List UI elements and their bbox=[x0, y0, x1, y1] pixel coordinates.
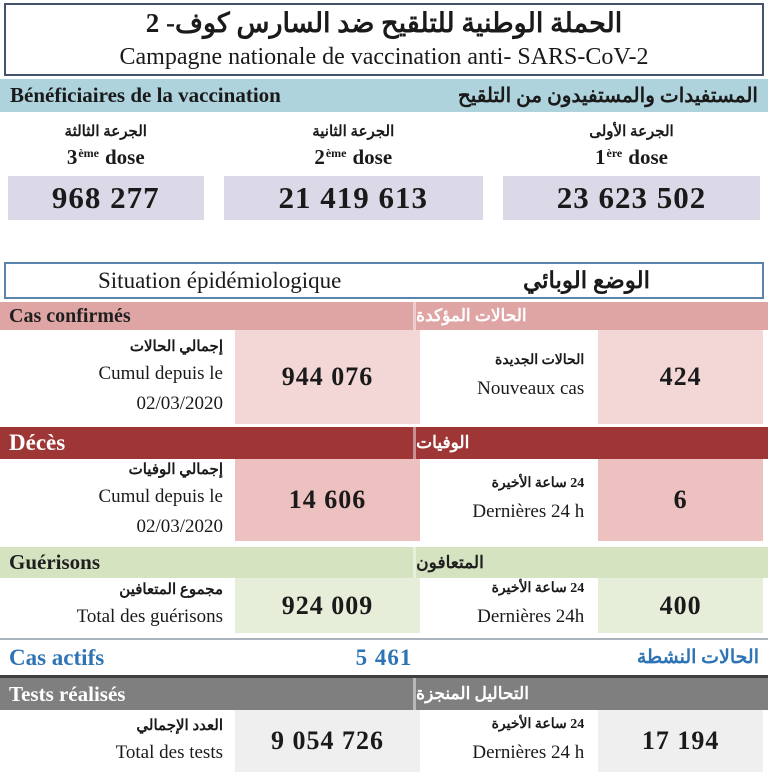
recoveries-bar bbox=[0, 547, 768, 578]
confirmed-new-value: 424 bbox=[598, 330, 763, 424]
dose-column-2nd bbox=[224, 118, 483, 220]
deaths-total-label: إجمالي الوفيات Cumul depuis le 02/03/2020 bbox=[98, 461, 223, 537]
situation-title-arabic: الوضع الوبائي bbox=[522, 267, 650, 293]
confirmed-bar-label-arabic: الحالات المؤكدة bbox=[413, 302, 768, 330]
campaign-title-arabic: الحملة الوطنية للتلقيح ضد السارس كوف- 2 bbox=[145, 8, 623, 39]
dose1-value: 23 623 502 bbox=[503, 176, 760, 220]
header-title-box bbox=[4, 3, 764, 76]
tests-last24h-label: 24 ساعة الأخيرة Dernières 24 h bbox=[472, 716, 585, 763]
dose2-label-french: 2 $^{ème}$ dose bbox=[314, 145, 393, 169]
confirmed-total-value: 944 076 bbox=[235, 330, 420, 424]
confirmed-bar-label-french: Cas confirmés bbox=[9, 304, 131, 327]
deaths-bar-label-french: Décès bbox=[9, 430, 66, 455]
confirmed-cases-bar bbox=[0, 302, 768, 330]
section-tests bbox=[0, 678, 768, 772]
report-page bbox=[0, 3, 768, 771]
recoveries-last24h-value: 400 bbox=[598, 578, 763, 633]
beneficiaries-label-french: Bénéficiaires de la vaccination bbox=[10, 83, 281, 107]
tests-bar bbox=[0, 678, 768, 710]
tests-last24h-value: 17 194 bbox=[598, 710, 763, 772]
deaths-total-value: 14 606 bbox=[235, 459, 420, 541]
section-recoveries bbox=[0, 547, 768, 633]
dose3-label-arabic: الجرعة الثالثة bbox=[64, 124, 147, 140]
active-cases-label-french: Cas actifs bbox=[9, 644, 105, 670]
deaths-last24h-label: 24 ساعة الأخيرة Dernières 24 h bbox=[472, 475, 585, 522]
deaths-data-row bbox=[0, 459, 768, 541]
situation-header-box bbox=[4, 262, 764, 299]
dose-column-1st bbox=[503, 118, 760, 220]
confirmed-new-label: الحالات الجديدة Nouveaux cas bbox=[477, 352, 585, 399]
active-cases-label-arabic: الحالات النشطة bbox=[636, 647, 759, 668]
beneficiaries-label-arabic: المستفيدات والمستفيدون من التلقيح bbox=[457, 85, 758, 107]
recoveries-data-row bbox=[0, 578, 768, 633]
tests-bar-label-arabic: التحاليل المنجزة bbox=[413, 678, 768, 710]
deaths-last24h-value: 6 bbox=[598, 459, 763, 541]
recoveries-total-value: 924 009 bbox=[235, 578, 420, 633]
deaths-bar-label-arabic: الوفيات bbox=[413, 427, 768, 459]
dose2-label-arabic: الجرعة الثانية bbox=[312, 124, 395, 140]
section-deaths bbox=[0, 427, 768, 541]
dose2-value: 21 419 613 bbox=[224, 176, 483, 220]
tests-data-row bbox=[0, 710, 768, 772]
active-cases-row bbox=[0, 638, 768, 678]
deaths-bar bbox=[0, 427, 768, 459]
dose3-value: 968 277 bbox=[8, 176, 204, 220]
tests-total-label: العدد الإجمالي Total des tests bbox=[115, 717, 223, 763]
section-confirmed-cases bbox=[0, 302, 768, 424]
confirmed-total-label: إجمالي الحالات Cumul depuis le 02/03/2020 bbox=[98, 338, 223, 414]
section-spacer bbox=[0, 220, 768, 262]
recoveries-bar-label-arabic: المتعافون bbox=[413, 547, 768, 578]
recoveries-last24h-label: 24 ساعة الأخيرة Dernières 24h bbox=[477, 581, 585, 628]
active-cases-value: 5 461 bbox=[355, 644, 413, 670]
recoveries-bar-label-french: Guérisons bbox=[9, 550, 101, 574]
beneficiaries-bar bbox=[0, 79, 768, 112]
dose-column-3rd bbox=[8, 118, 204, 220]
tests-total-value: 9 054 726 bbox=[235, 710, 420, 772]
campaign-title-french: Campagne nationale de vaccination anti- SARS-CoV-2 bbox=[119, 43, 649, 70]
dose3-label-french: 3 $^{ème}$ dose bbox=[66, 145, 145, 169]
confirmed-data-row bbox=[0, 330, 768, 424]
dose1-label-arabic: الجرعة الأولى bbox=[589, 124, 674, 140]
dose-columns bbox=[0, 112, 768, 220]
dose1-label-french: 1 $^{ère}$ dose bbox=[595, 145, 668, 169]
situation-title-french: Situation épidémiologique bbox=[98, 267, 342, 293]
recoveries-total-label: مجموع المتعافين Total des guérisons bbox=[76, 582, 223, 628]
tests-bar-label-french: Tests réalisés bbox=[9, 681, 126, 706]
